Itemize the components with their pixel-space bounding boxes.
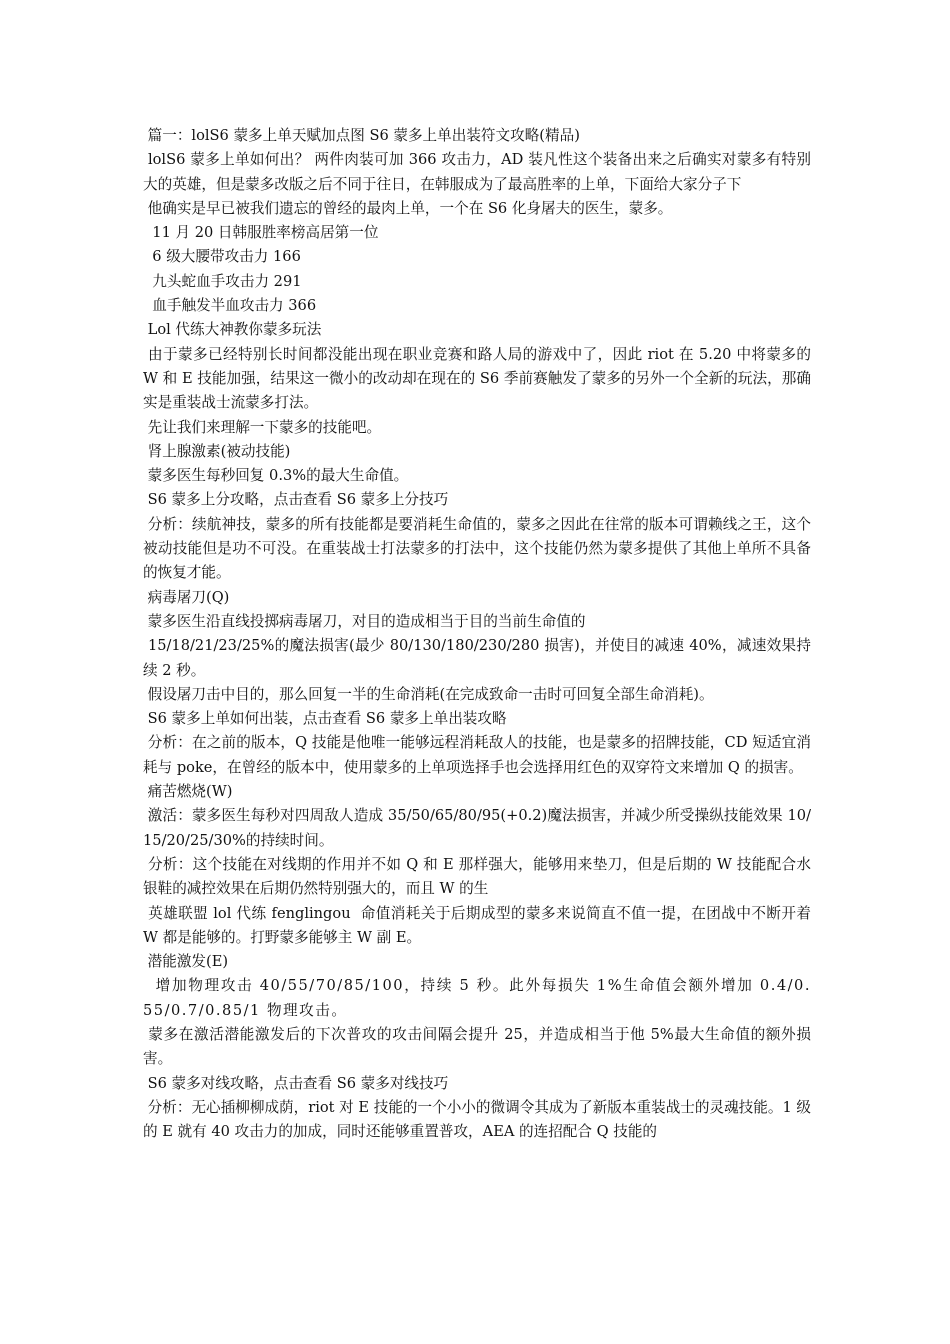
skill-heading: 痛苦燃烧(W) <box>143 783 233 801</box>
paragraph: 激活：蒙多医生每秒对四周敌人造成 35/50/65/80/95(+0.2)魔法损害，并减少所受操纵技能效果 10/15/20/25/30%的持续时间。 <box>143 807 812 849</box>
paragraph: S6 蒙多上分攻略，点击查看 S6 蒙多上分技巧 <box>143 491 449 509</box>
paragraph: 假设屠刀击中目的，那么回复一半的生命消耗(在完成致命一击时可回复全部生命消耗)。 <box>143 685 714 703</box>
paragraph: 6 级大腰带攻击力 166 <box>143 248 301 266</box>
paragraph: 11 月 20 日韩服胜率榜高居第一位 <box>143 224 379 242</box>
paragraph: 分析：无心插柳柳成荫，riot 对 E 技能的一个小小的微调令其成为了新版本重装战士的灵魂技能。1 级的 E 就有 40 攻击力的加成，同时还能够重置普攻，AEA 的连招配合 Q 技能的 <box>143 1098 812 1141</box>
article-title: 篇一：lolS6 蒙多上单天赋加点图 S6 蒙多上单出装符文攻略(精品) <box>143 127 580 144</box>
skill-heading: 病毒屠刀(Q) <box>143 588 230 606</box>
document-body <box>143 124 816 1144</box>
skill-heading: 潜能激发(E) <box>143 953 229 971</box>
skill-heading: 肾上腺激素(被动技能) <box>143 442 291 460</box>
paragraph: 他确实是早已被我们遗忘的曾经的最肉上单，一个在 S6 化身屠夫的医生，蒙多。 <box>143 199 673 217</box>
paragraph: lolS6 蒙多上单如何出？ 两件肉装可加 366 攻击力，AD 装凡性这个装备出来之后确实对蒙多有特别大的英雄，但是蒙多改版之后不同于往日，在韩服成为了最高胜率的上单，下面给大家分子下 <box>143 151 812 193</box>
paragraph: S6 蒙多上单如何出装，点击查看 S6 蒙多上单出装攻略 <box>143 710 507 728</box>
paragraph: 蒙多医生每秒回复 0.3%的最大生命值。 <box>143 467 409 485</box>
paragraph: 分析：续航神技，蒙多的所有技能都是要消耗生命值的，蒙多之因此在往常的版本可谓赖线之王，这个被动技能但是功不可没。在重装战士打法蒙多的打法中，这个技能仍然为蒙多提供了其他上单所不具备的恢复才能。 <box>143 515 811 582</box>
paragraph: 分析：这个技能在对线期的作用并不如 Q 和 E 那样强大，能够用来垫刀，但是后期的 W 技能配合水银鞋的减控效果在后期仍然特别强大的，而且 W 的生 <box>143 855 811 898</box>
paragraph: Lol 代练大神教你蒙多玩法 <box>143 321 322 339</box>
paragraph: 蒙多在激活潜能激发后的下次普攻的攻击间隔会提升 25，并造成相当于他 5%最大生命值的额外损害。 <box>143 1025 811 1068</box>
paragraph: 分析：在之前的版本，Q 技能是他唯一能够远程消耗敌人的技能，也是蒙多的招牌技能，CD 短适宜消耗与 poke，在曾经的版本中，使用蒙多的上单项选择手也会选择用红色的双穿符文来增加 Q 的损害。 <box>143 734 812 776</box>
paragraph: 由于蒙多已经特别长时间都没能出现在职业竞赛和路人局的游戏中了，因此 riot 在 5.20 中将蒙多的 W 和 E 技能加强，结果这一微小的改动却在现在的 S6 季前赛触发了蒙多的另外一个全新的玩法，那确实是重装战士流蒙多打法。 <box>143 345 816 412</box>
paragraph: 血手触发半血攻击力 366 <box>143 297 317 315</box>
paragraph: S6 蒙多对线攻略，点击查看 S6 蒙多对线技巧 <box>143 1074 449 1092</box>
paragraph: 先让我们来理解一下蒙多的技能吧。 <box>143 418 382 436</box>
paragraph: 增加物理攻击 40/55/70/85/100，持续 5 秒。此外每损失 1%生命值会额外增加 0.4/0.55/0.7/0.85/1 物理攻击。 <box>143 977 811 1019</box>
paragraph: 九头蛇血手攻击力 291 <box>143 272 302 290</box>
paragraph: 英雄联盟 lol 代练 fenglingou 命值消耗关于后期成型的蒙多来说简直不值一提，在团战中不断开着 W 都是能够的。打野蒙多能够主 W 副 E。 <box>143 904 816 946</box>
paragraph: 蒙多医生沿直线投掷病毒屠刀，对目的造成相当于目的当前生命值的 <box>143 612 586 630</box>
paragraph: 15/18/21/23/25%的魔法损害(最少 80/130/180/230/280 损害)，并使目的减速 40%，减速效果持续 2 秒。 <box>143 637 811 679</box>
